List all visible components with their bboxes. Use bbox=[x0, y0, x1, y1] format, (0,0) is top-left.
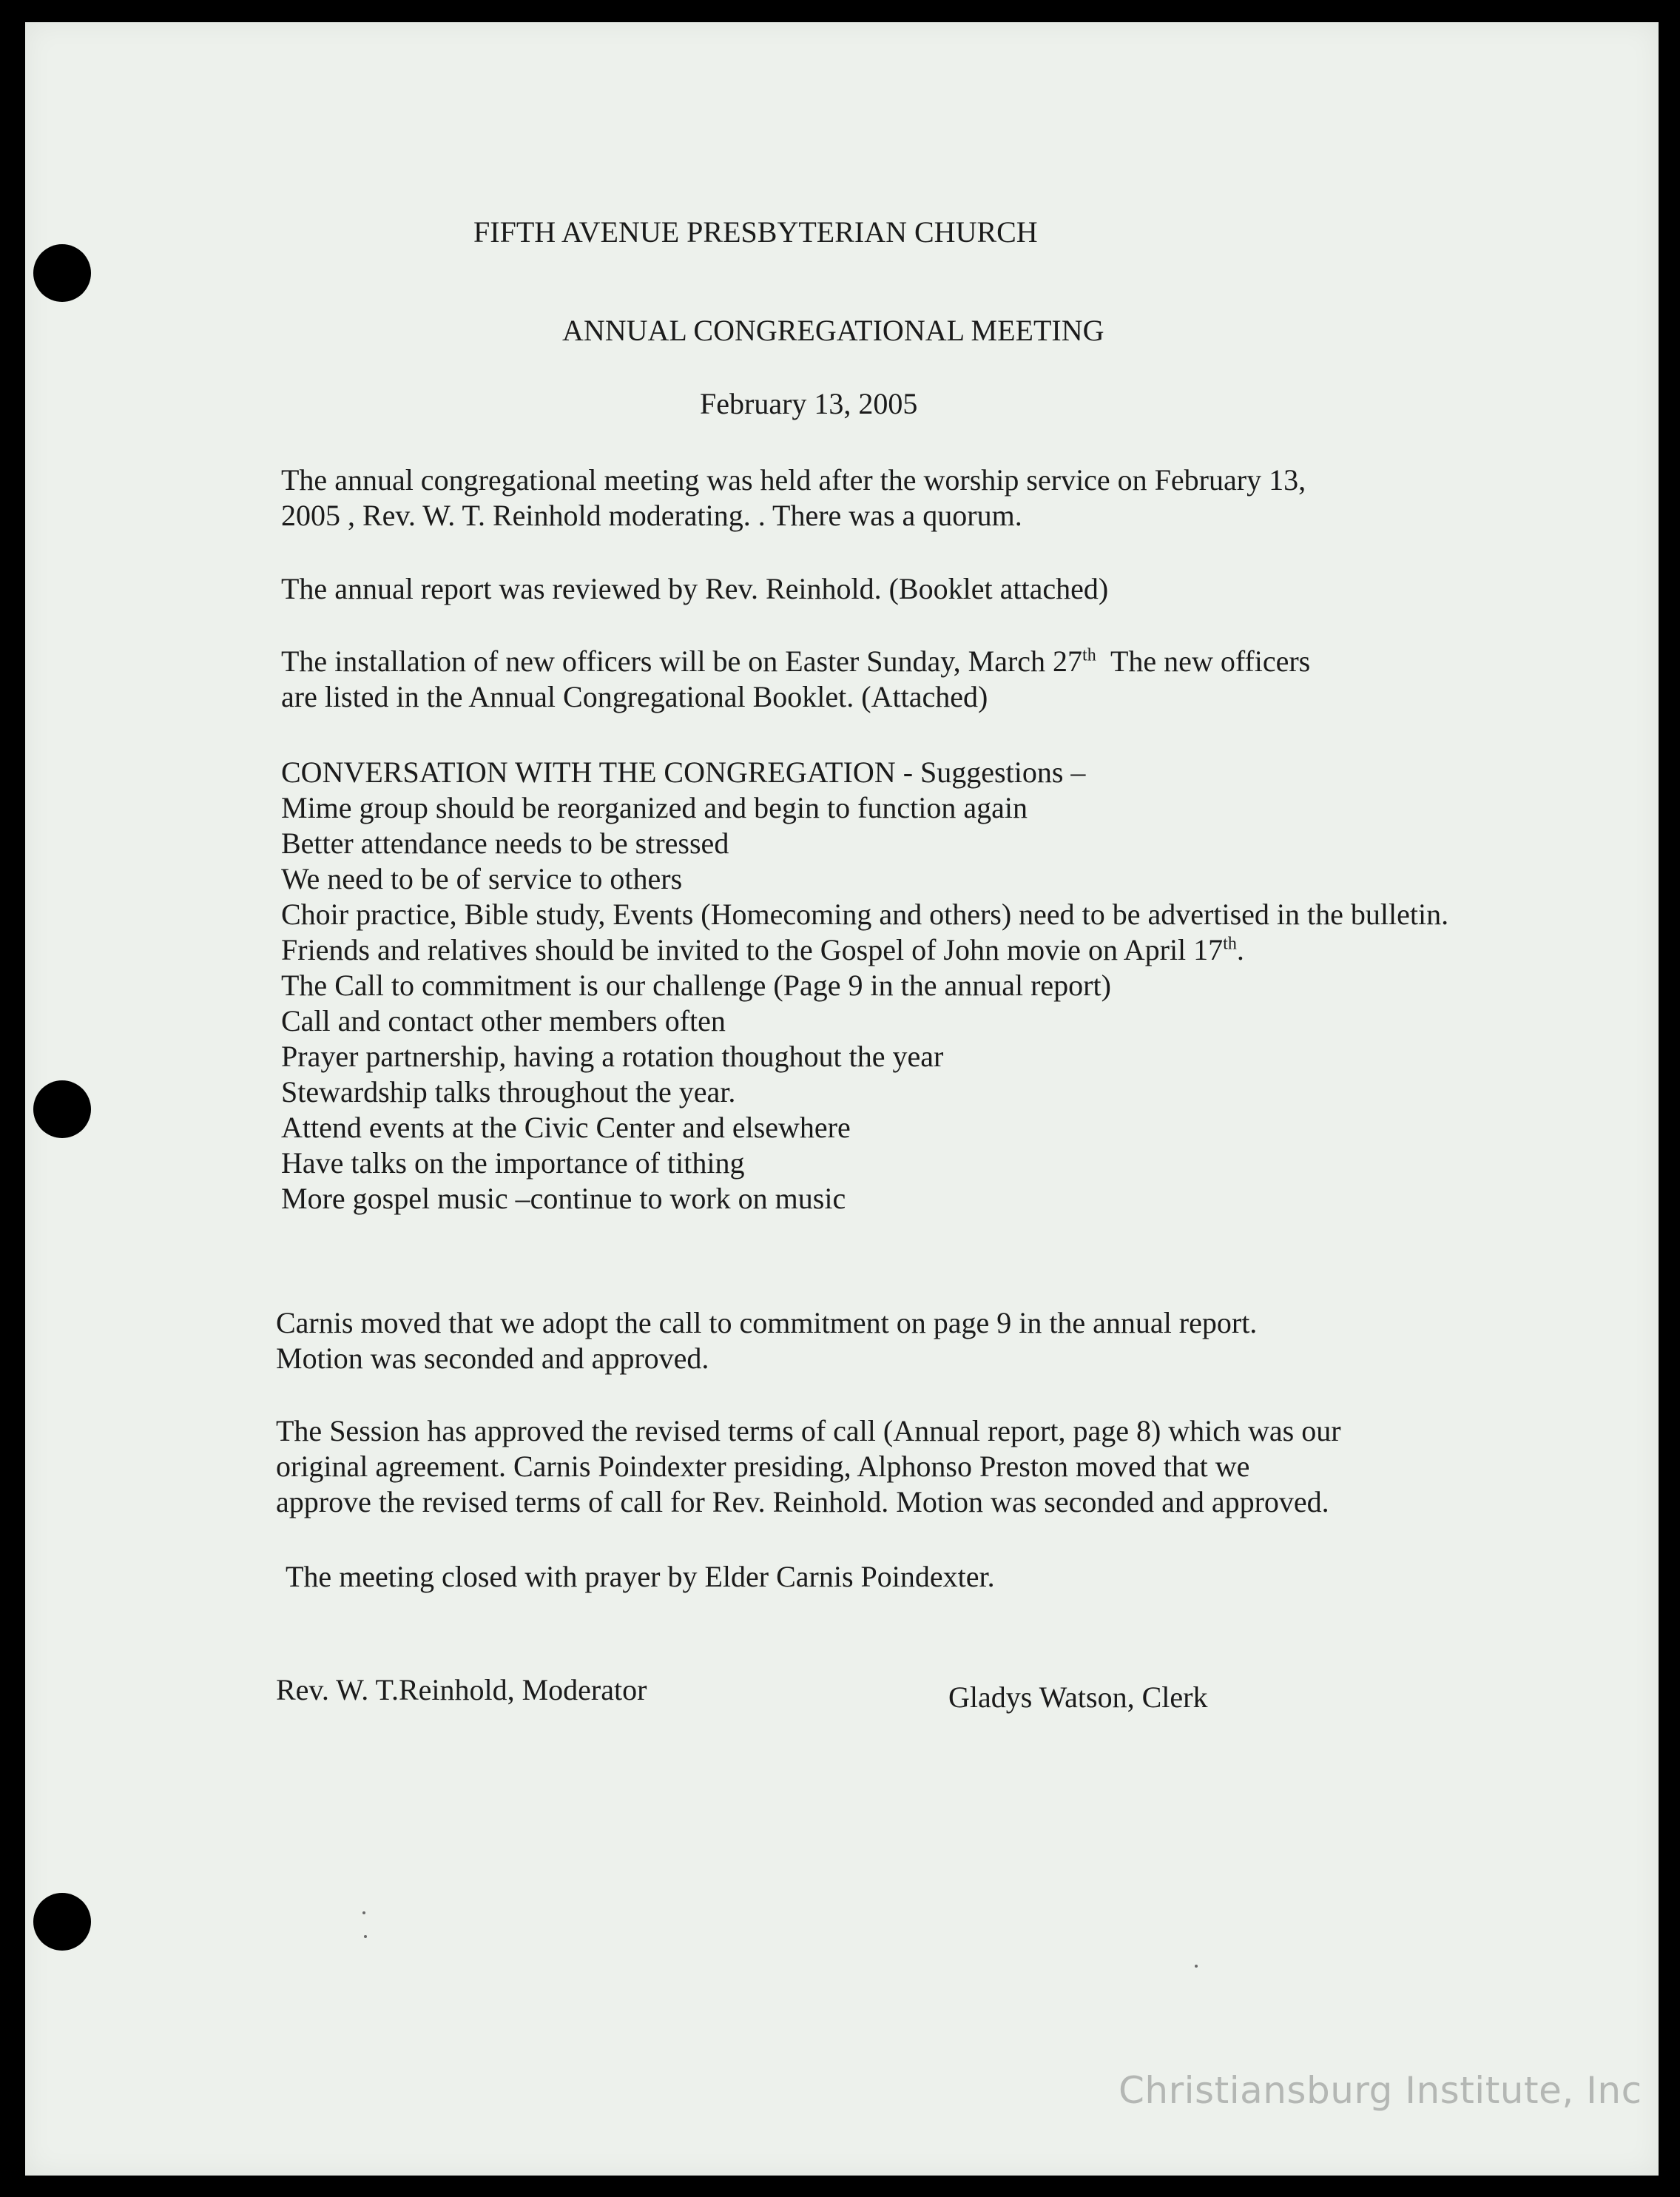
suggestion-item: More gospel music –continue to work on music bbox=[281, 1182, 846, 1215]
annual-report-line: The annual report was reviewed by Rev. Reinhold. (Booklet attached) bbox=[281, 572, 1109, 605]
paper-speck bbox=[362, 1911, 365, 1914]
suggestion-item: Call and contact other members often bbox=[281, 1004, 726, 1037]
moderator-signature: Rev. W. T.Reinhold, Moderator bbox=[276, 1673, 647, 1706]
suggestion-item: Choir practice, Bible study, Events (Homecoming and others) need to be advertised in the bulletin. bbox=[281, 898, 1449, 931]
closing-paragraph bbox=[286, 1559, 1440, 1595]
suggestion-item: Have talks on the importance of tithing bbox=[281, 1146, 745, 1180]
suggestions-list bbox=[281, 790, 1465, 1217]
motion-paragraph bbox=[276, 1305, 1430, 1376]
installation-line: are listed in the Annual Congregational Booklet. (Attached) bbox=[281, 680, 988, 713]
paper-speck bbox=[364, 1935, 367, 1938]
suggestion-item: Stewardship talks throughout the year. bbox=[281, 1075, 736, 1108]
session-line: The Session has approved the revised terms of call (Annual report, page 8) which was our bbox=[276, 1414, 1341, 1447]
motion-line: Carnis moved that we adopt the call to commitment on page 9 in the annual report. bbox=[276, 1306, 1258, 1339]
ordinal-suffix: th bbox=[1223, 934, 1237, 954]
opening-paragraph bbox=[281, 462, 1435, 534]
suggestion-item: Attend events at the Civic Center and elsewhere bbox=[281, 1111, 851, 1144]
opening-line: 2005 , Rev. W. T. Reinhold moderating. . There was a quorum. bbox=[281, 499, 1022, 532]
meeting-title: ANNUAL CONGREGATIONAL MEETING bbox=[562, 314, 1104, 347]
binder-hole bbox=[33, 1080, 91, 1138]
paper-speck bbox=[1195, 1965, 1198, 1968]
conversation-heading-text: CONVERSATION WITH THE CONGREGATION - Suggestions – bbox=[281, 756, 1086, 789]
binder-hole bbox=[33, 1893, 91, 1951]
clerk-signature: Gladys Watson, Clerk bbox=[948, 1680, 1208, 1714]
installation-text: The new officers bbox=[1096, 645, 1311, 678]
binder-hole bbox=[33, 244, 91, 302]
session-paragraph bbox=[276, 1413, 1430, 1520]
installation-paragraph bbox=[281, 644, 1435, 715]
suggestion-item bbox=[281, 932, 1465, 968]
suggestion-text: Friends and relatives should be invited to the Gospel of John movie on April 17 bbox=[281, 933, 1224, 966]
annual-report-paragraph bbox=[281, 571, 1435, 607]
installation-line bbox=[281, 644, 1435, 679]
installation-text: The installation of new officers will be on Easter Sunday, March 27 bbox=[281, 645, 1083, 678]
suggestion-item: Mime group should be reorganized and begin to function again bbox=[281, 791, 1028, 824]
session-line: approve the revised terms of call for Rev. Reinhold. Motion was seconded and approved. bbox=[276, 1485, 1329, 1518]
meeting-date: February 13, 2005 bbox=[700, 387, 918, 420]
watermark: Christiansburg Institute, Inc bbox=[1119, 2069, 1642, 2112]
ordinal-suffix: th bbox=[1082, 645, 1096, 665]
suggestion-period: . bbox=[1236, 933, 1244, 966]
session-line: original agreement. Carnis Poindexter presiding, Alphonso Preston moved that we bbox=[276, 1450, 1250, 1483]
suggestion-item: Better attendance needs to be stressed bbox=[281, 827, 729, 860]
opening-line: The annual congregational meeting was held after the worship service on February 13, bbox=[281, 463, 1306, 497]
church-name: FIFTH AVENUE PRESBYTERIAN CHURCH bbox=[473, 215, 1038, 249]
closing-line: The meeting closed with prayer by Elder Carnis Poindexter. bbox=[286, 1560, 995, 1593]
suggestion-item: Prayer partnership, having a rotation thoughout the year bbox=[281, 1040, 944, 1073]
conversation-heading bbox=[281, 755, 1435, 790]
suggestion-item: The Call to commitment is our challenge (Page 9 in the annual report) bbox=[281, 969, 1111, 1002]
motion-line: Motion was seconded and approved. bbox=[276, 1342, 709, 1375]
suggestion-item: We need to be of service to others bbox=[281, 862, 683, 895]
